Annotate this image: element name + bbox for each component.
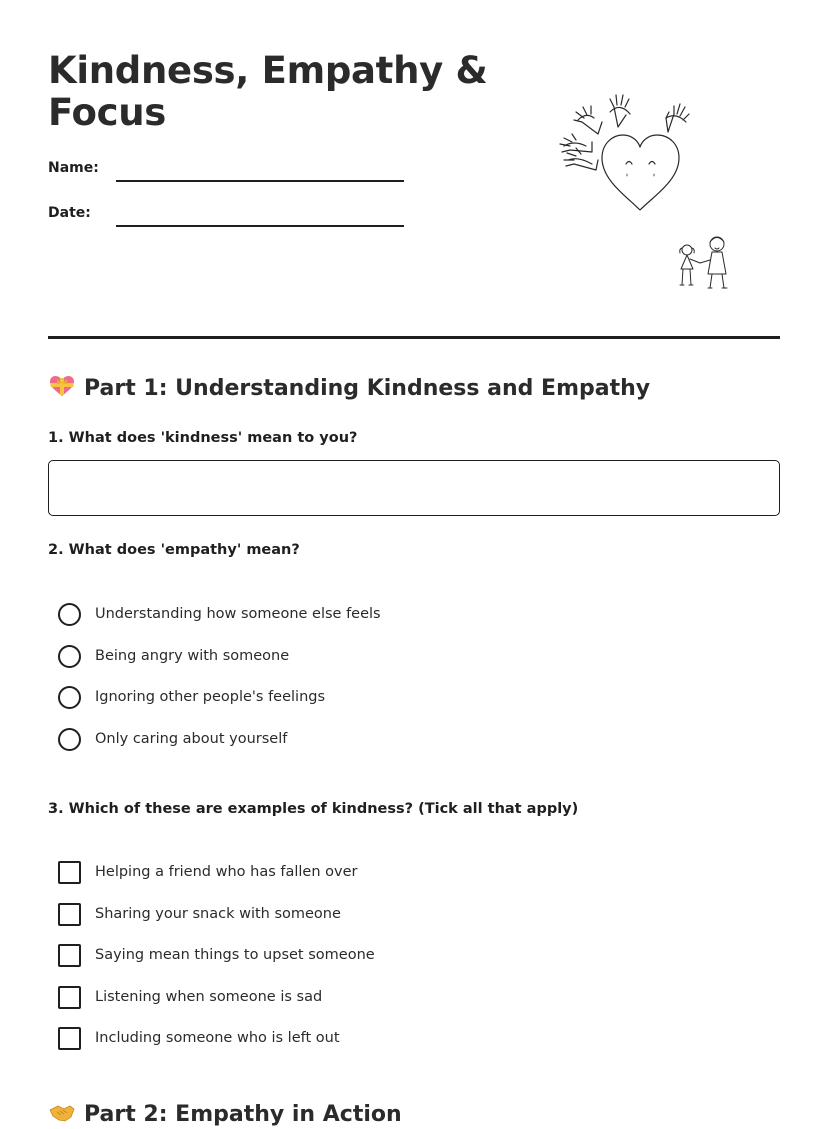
radio-button[interactable]: [58, 686, 81, 709]
option-label: Listening when someone is sad: [95, 988, 323, 1005]
radio-button[interactable]: [58, 645, 81, 668]
option-label: Helping a friend who has fallen over: [95, 864, 358, 880]
date-field[interactable]: [116, 203, 404, 227]
part2-heading: [48, 1100, 402, 1129]
question-2: 2. What does 'empathy' mean?: [48, 542, 300, 558]
option-label: Saying mean things to upset someone: [95, 947, 375, 963]
checkbox[interactable]: [58, 1027, 81, 1050]
page-title: Kindness, Empathy & Focus: [48, 49, 488, 134]
option-label: Understanding how someone else feels: [95, 606, 381, 622]
worksheet-page: [48, 0, 780, 1127]
radio-button[interactable]: [58, 603, 81, 626]
name-field[interactable]: [116, 158, 404, 182]
name-label: Name:: [48, 160, 99, 176]
heart-ribbon-icon: [48, 374, 76, 398]
kindness-answer-field[interactable]: [48, 460, 780, 516]
question-1: 1. What does 'kindness' mean to you?: [48, 430, 358, 446]
handshake-icon: [48, 1100, 76, 1124]
option-label: Including someone who is left out: [95, 1030, 340, 1046]
part1-heading: [48, 374, 650, 403]
header-divider: [48, 336, 780, 339]
option-label: Sharing your snack with someone: [95, 905, 341, 922]
part1-heading-text: Part 1: Understanding Kindness and Empathy: [84, 376, 651, 401]
option-label: Ignoring other people's feelings: [95, 689, 326, 705]
radio-button[interactable]: [58, 728, 81, 751]
checkbox[interactable]: [58, 944, 81, 967]
checkbox[interactable]: [58, 861, 81, 884]
children-helping-illustration: [672, 232, 736, 292]
part2-heading-text: Part 2: Empathy in Action: [84, 1102, 402, 1127]
question-3: 3. Which of these are examples of kindness? (Tick all that apply): [48, 801, 579, 817]
date-label: Date:: [48, 205, 91, 221]
heart-hands-illustration: [548, 72, 698, 217]
checkbox[interactable]: [58, 986, 81, 1009]
option-label: Only caring about yourself: [95, 730, 288, 747]
checkbox[interactable]: [58, 903, 81, 926]
option-label: Being angry with someone: [95, 647, 290, 664]
date-row: [48, 203, 408, 227]
name-row: [48, 158, 408, 182]
